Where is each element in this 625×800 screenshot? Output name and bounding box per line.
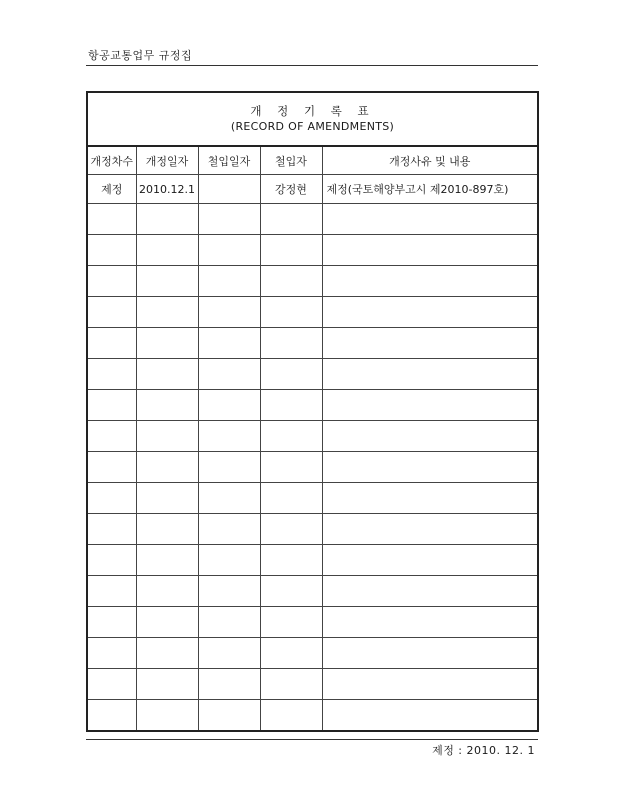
empty-cell [136,669,198,700]
empty-cell [322,421,538,452]
table-row [87,175,538,204]
table-row-empty [87,514,538,545]
empty-cell [260,638,322,669]
empty-cell [136,607,198,638]
empty-cell [198,514,260,545]
table-title-korean: 개 정 기 록 표 [250,104,375,118]
empty-cell [87,483,136,514]
table-header-row [87,146,538,175]
empty-cell [198,483,260,514]
column-header-reason-content: 개정사유 및 내용 [322,146,538,175]
cell-revision-date: 2010.12.1 [136,175,198,204]
table-row-empty [87,638,538,669]
empty-cell [87,328,136,359]
empty-cell [322,359,538,390]
empty-cell [136,390,198,421]
table-row-empty [87,607,538,638]
empty-cell [322,545,538,576]
empty-cell [260,328,322,359]
table-row-empty [87,576,538,607]
empty-cell [322,669,538,700]
table-row-empty [87,452,538,483]
header-divider [86,65,538,66]
empty-cell [87,669,136,700]
table-row-empty [87,266,538,297]
empty-cell [198,545,260,576]
empty-cell [87,421,136,452]
cell-revision-no: 제정 [87,175,136,204]
cell-reason-content: 제정(국토해양부고시 제2010-897호) [322,175,538,204]
empty-cell [322,390,538,421]
empty-cell [260,700,322,732]
empty-cell [136,421,198,452]
empty-cell [198,328,260,359]
table-row-empty [87,545,538,576]
cell-filer: 강정현 [260,175,322,204]
empty-cell [322,452,538,483]
empty-cell [260,483,322,514]
empty-cell [260,669,322,700]
empty-cell [198,700,260,732]
amendment-record-table [86,91,539,732]
empty-cell [198,607,260,638]
empty-cell [260,576,322,607]
empty-cell [322,297,538,328]
empty-cell [136,483,198,514]
footer-enactment-date: 제정 : 2010. 12. 1 [432,744,535,757]
table-title-english: (RECORD OF AMENDMENTS) [230,120,395,133]
empty-cell [198,204,260,235]
empty-cell [260,204,322,235]
table-row-empty [87,669,538,700]
empty-cell [87,545,136,576]
empty-cell [198,390,260,421]
empty-cell [322,576,538,607]
empty-cell [198,576,260,607]
empty-cell [87,359,136,390]
table-row-empty [87,235,538,266]
empty-cell [198,235,260,266]
empty-cell [322,514,538,545]
empty-cell [322,266,538,297]
empty-cell [87,576,136,607]
empty-cell [260,421,322,452]
empty-cell [87,514,136,545]
empty-cell [322,638,538,669]
table-row-empty [87,359,538,390]
empty-cell [136,452,198,483]
empty-cell [87,390,136,421]
column-header-filing-date: 철입일자 [198,146,260,175]
empty-cell [198,421,260,452]
empty-cell [198,638,260,669]
empty-cell [87,235,136,266]
empty-cell [136,235,198,266]
empty-cell [87,297,136,328]
empty-cell [198,266,260,297]
empty-cell [260,266,322,297]
column-header-revision-date: 개정일자 [136,146,198,175]
empty-cell [198,297,260,328]
empty-cell [87,700,136,732]
empty-cell [136,297,198,328]
empty-cell [260,514,322,545]
empty-cell [260,359,322,390]
empty-cell [260,297,322,328]
column-header-filer: 철입자 [260,146,322,175]
empty-cell [87,607,136,638]
empty-cell [322,328,538,359]
empty-cell [136,266,198,297]
document-header-title: 항공교통업무 규정집 [88,49,193,62]
empty-cell [87,638,136,669]
cell-filing-date [198,175,260,204]
empty-cell [198,669,260,700]
empty-cell [136,545,198,576]
empty-cell [87,204,136,235]
empty-cell [87,266,136,297]
empty-cell [136,204,198,235]
empty-cell [136,359,198,390]
empty-cell [136,576,198,607]
table-row-empty [87,297,538,328]
empty-cell [260,390,322,421]
table-title-cell [87,92,538,146]
empty-cell [260,607,322,638]
empty-cell [136,700,198,732]
table-row-empty [87,483,538,514]
footer-divider [86,739,538,740]
empty-cell [260,545,322,576]
empty-cell [136,328,198,359]
empty-cell [260,452,322,483]
table-row-empty [87,421,538,452]
empty-cell [260,235,322,266]
table-row-empty [87,700,538,732]
column-header-revision-no: 개정차수 [87,146,136,175]
empty-cell [322,235,538,266]
table-row-empty [87,204,538,235]
empty-cell [136,514,198,545]
empty-cell [322,483,538,514]
empty-cell [322,700,538,732]
empty-cell [87,452,136,483]
table-row-empty [87,390,538,421]
empty-cell [136,638,198,669]
empty-cell [322,607,538,638]
empty-cell [198,359,260,390]
empty-cell [198,452,260,483]
empty-cell [322,204,538,235]
table-row-empty [87,328,538,359]
